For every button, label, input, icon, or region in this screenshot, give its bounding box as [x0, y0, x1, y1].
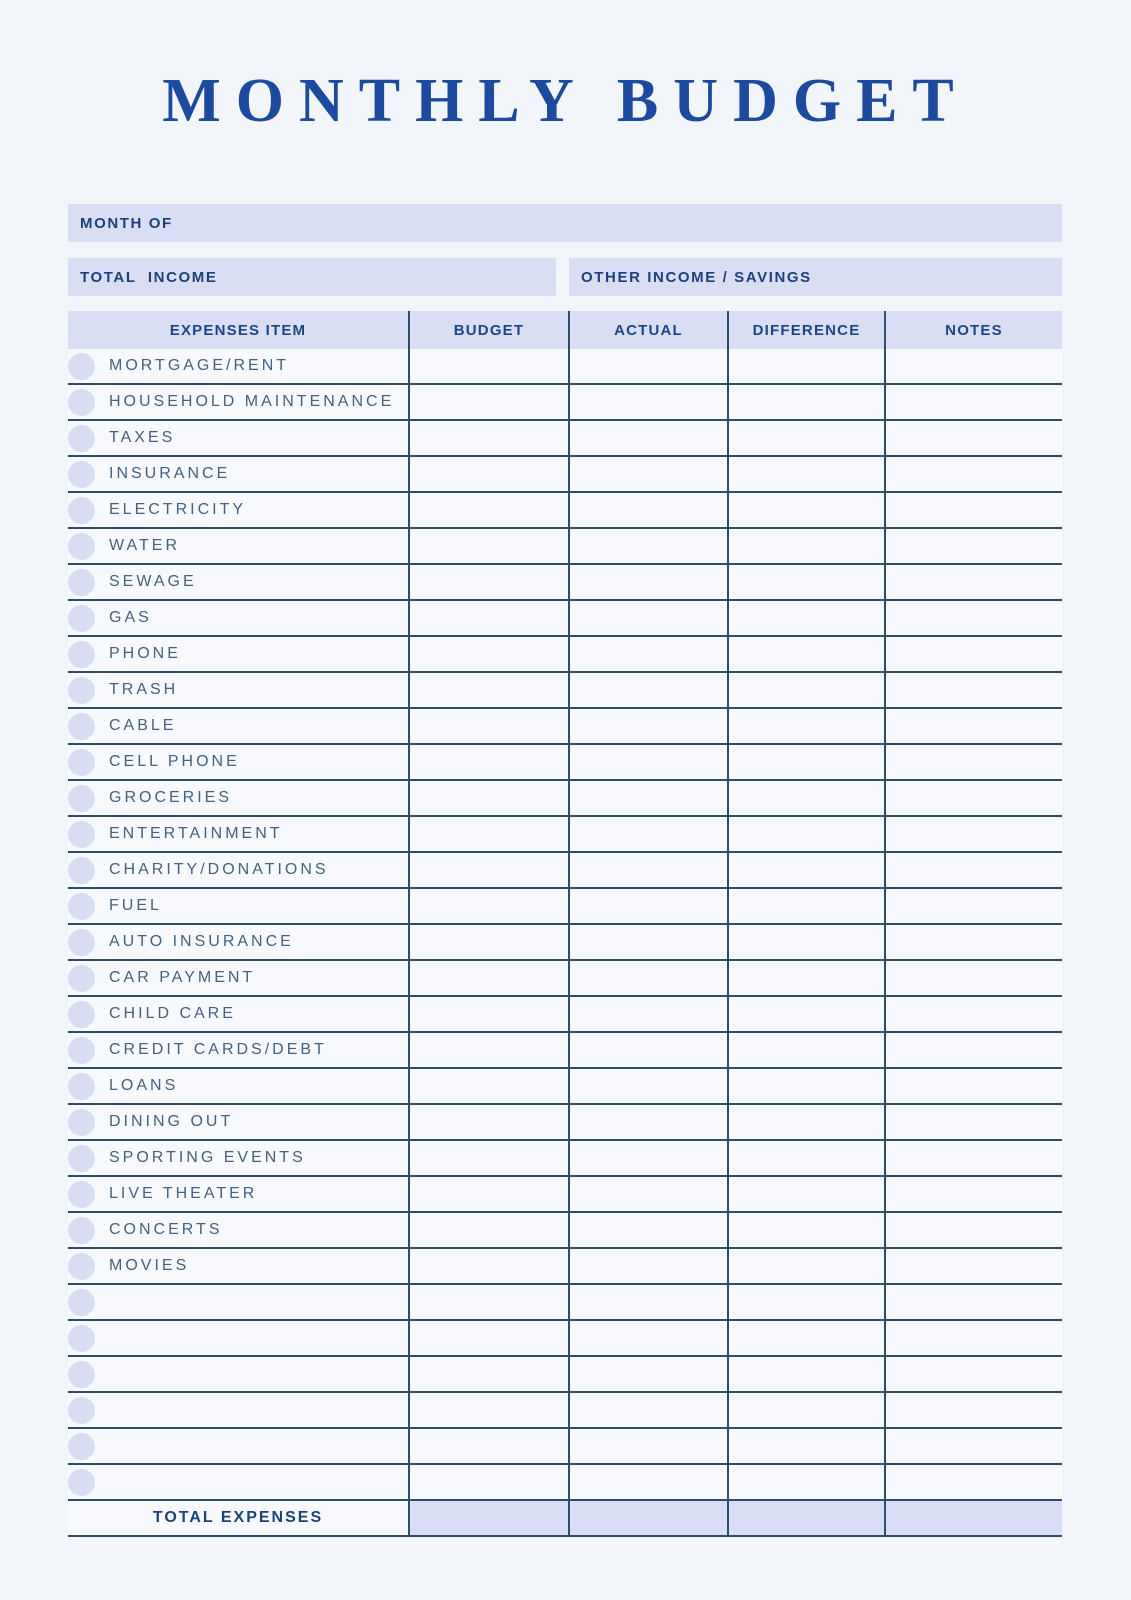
difference-cell[interactable]: [727, 565, 884, 599]
circle-bullet-icon: [68, 1181, 95, 1208]
table-row: [68, 853, 1062, 889]
notes-cell[interactable]: [884, 817, 1062, 851]
actual-cell[interactable]: [568, 1033, 727, 1067]
notes-cell[interactable]: [884, 637, 1062, 671]
actual-cell[interactable]: [568, 1177, 727, 1211]
actual-cell[interactable]: [568, 1465, 727, 1499]
table-row: [68, 745, 1062, 781]
table-row: [68, 421, 1062, 457]
circle-bullet-icon: [68, 1361, 95, 1388]
expense-item-cell: [68, 1141, 408, 1175]
actual-cell[interactable]: [568, 1141, 727, 1175]
actual-cell[interactable]: [568, 349, 727, 383]
actual-cell[interactable]: [568, 781, 727, 815]
budget-cell[interactable]: [408, 889, 568, 923]
difference-cell[interactable]: [727, 673, 884, 707]
table-row: [68, 925, 1062, 961]
total-actual-cell[interactable]: [568, 1501, 727, 1535]
circle-bullet-icon: [68, 1325, 95, 1352]
budget-cell[interactable]: [408, 493, 568, 527]
expense-item-cell: [68, 493, 408, 527]
actual-cell[interactable]: [568, 925, 727, 959]
expense-item-cell: [68, 457, 408, 491]
actual-cell[interactable]: [568, 493, 727, 527]
expense-item-cell: [68, 853, 408, 887]
difference-cell[interactable]: [727, 1249, 884, 1283]
difference-cell[interactable]: [727, 781, 884, 815]
actual-cell[interactable]: [568, 709, 727, 743]
notes-cell[interactable]: [884, 385, 1062, 419]
expense-item-cell: [68, 889, 408, 923]
budget-cell[interactable]: [408, 997, 568, 1031]
table-row: [68, 1141, 1062, 1177]
actual-cell[interactable]: [568, 565, 727, 599]
expense-item-cell: [68, 673, 408, 707]
difference-cell[interactable]: [727, 961, 884, 995]
table-row: [68, 1177, 1062, 1213]
total-expenses-label: TOTAL EXPENSES: [152, 1509, 324, 1526]
expense-item-cell: [68, 817, 408, 851]
other-income-savings-field[interactable]: [569, 258, 1062, 296]
budget-cell[interactable]: [408, 349, 568, 383]
table-row: [68, 1213, 1062, 1249]
table-row: [68, 529, 1062, 565]
difference-cell[interactable]: [727, 637, 884, 671]
circle-bullet-icon: [68, 1253, 95, 1280]
table-body: [68, 349, 1062, 1501]
budget-cell[interactable]: [408, 385, 568, 419]
notes-cell[interactable]: [884, 673, 1062, 707]
notes-cell[interactable]: [884, 745, 1062, 779]
expense-item-cell: [68, 709, 408, 743]
circle-bullet-icon: [68, 929, 95, 956]
difference-cell[interactable]: [727, 457, 884, 491]
circle-bullet-icon: [68, 1217, 95, 1244]
actual-cell[interactable]: [568, 1249, 727, 1283]
circle-bullet-icon: [68, 1001, 95, 1028]
difference-cell[interactable]: [727, 1321, 884, 1355]
difference-cell[interactable]: [727, 601, 884, 635]
table-row: [68, 565, 1062, 601]
difference-cell[interactable]: [727, 1393, 884, 1427]
table-row: [68, 637, 1062, 673]
table-row: [68, 889, 1062, 925]
expense-item-label: CHARITY/DONATIONS: [109, 861, 329, 878]
circle-bullet-icon: [68, 821, 95, 848]
budget-cell[interactable]: [408, 421, 568, 455]
expense-item-label: INSURANCE: [109, 465, 231, 482]
budget-cell[interactable]: [408, 1285, 568, 1319]
expense-item-cell: [68, 565, 408, 599]
budget-cell[interactable]: [408, 457, 568, 491]
budget-cell[interactable]: [408, 1465, 568, 1499]
expense-item-label: CAR PAYMENT: [109, 969, 256, 986]
expense-item-label: PHONE: [109, 645, 181, 662]
budget-cell[interactable]: [408, 1393, 568, 1427]
circle-bullet-icon: [68, 785, 95, 812]
budget-cell[interactable]: [408, 853, 568, 887]
expense-item-label: CHILD CARE: [109, 1005, 236, 1022]
expense-item-cell: [68, 997, 408, 1031]
notes-cell[interactable]: [884, 925, 1062, 959]
notes-cell[interactable]: [884, 1393, 1062, 1427]
table-row: [68, 1285, 1062, 1321]
notes-cell[interactable]: [884, 421, 1062, 455]
expense-item-cell: [68, 781, 408, 815]
circle-bullet-icon: [68, 1073, 95, 1100]
table-row: [68, 493, 1062, 529]
expense-item-cell: [68, 1429, 408, 1463]
notes-cell[interactable]: [884, 1357, 1062, 1391]
table-row: [68, 709, 1062, 745]
table-row: [68, 457, 1062, 493]
expense-item-label: MORTGAGE/RENT: [109, 357, 290, 374]
actual-cell[interactable]: [568, 457, 727, 491]
expense-item-cell: [68, 1177, 408, 1211]
table-row: [68, 1249, 1062, 1285]
expense-item-cell: [68, 1213, 408, 1247]
table-header-row: [68, 311, 1062, 349]
difference-cell[interactable]: [727, 745, 884, 779]
header-cell-budget: BUDGET: [408, 311, 568, 349]
expense-item-cell: [68, 385, 408, 419]
table-row: [68, 961, 1062, 997]
budget-cell[interactable]: [408, 1213, 568, 1247]
budget-cell[interactable]: [408, 1105, 568, 1139]
circle-bullet-icon: [68, 497, 95, 524]
total-expenses-label-cell: [68, 1501, 408, 1535]
expense-item-cell: [68, 529, 408, 563]
table-row: [68, 781, 1062, 817]
actual-cell[interactable]: [568, 637, 727, 671]
expense-item-cell: [68, 1285, 408, 1319]
actual-cell[interactable]: [568, 1069, 727, 1103]
table-row: [68, 349, 1062, 385]
expense-item-cell: [68, 1465, 408, 1499]
notes-cell[interactable]: [884, 1213, 1062, 1247]
table-row: [68, 673, 1062, 709]
actual-cell[interactable]: [568, 817, 727, 851]
table-row: [68, 1429, 1062, 1465]
expense-item-label: CONCERTS: [109, 1221, 223, 1238]
budget-cell[interactable]: [408, 1141, 568, 1175]
difference-cell[interactable]: [727, 421, 884, 455]
difference-cell[interactable]: [727, 349, 884, 383]
expense-item-cell: [68, 961, 408, 995]
expense-item-label: LOANS: [109, 1077, 179, 1094]
difference-cell[interactable]: [727, 1141, 884, 1175]
expense-item-label: SPORTING EVENTS: [109, 1149, 306, 1166]
notes-cell[interactable]: [884, 1141, 1062, 1175]
header-cell-expenses-item: EXPENSES ITEM: [169, 321, 307, 339]
page-content: [68, 204, 1062, 1537]
difference-cell[interactable]: [727, 1357, 884, 1391]
circle-bullet-icon: [68, 677, 95, 704]
expense-item-label: WATER: [109, 537, 180, 554]
expense-item-label: GROCERIES: [109, 789, 233, 806]
page-title: MONTHLY BUDGET: [162, 67, 969, 135]
expenses-table: [68, 311, 1062, 1537]
notes-cell[interactable]: [884, 1429, 1062, 1463]
circle-bullet-icon: [68, 533, 95, 560]
notes-cell[interactable]: [884, 997, 1062, 1031]
actual-cell[interactable]: [568, 421, 727, 455]
notes-cell[interactable]: [884, 349, 1062, 383]
circle-bullet-icon: [68, 461, 95, 488]
circle-bullet-icon: [68, 569, 95, 596]
circle-bullet-icon: [68, 389, 95, 416]
circle-bullet-icon: [68, 965, 95, 992]
difference-cell[interactable]: [727, 529, 884, 563]
expense-item-label: HOUSEHOLD MAINTENANCE: [109, 393, 395, 410]
expense-item-cell: [68, 745, 408, 779]
difference-cell[interactable]: [727, 1177, 884, 1211]
actual-cell[interactable]: [568, 997, 727, 1031]
other-income-savings-label: OTHER INCOME / SAVINGS: [581, 268, 812, 286]
notes-cell[interactable]: [884, 709, 1062, 743]
circle-bullet-icon: [68, 893, 95, 920]
budget-cell[interactable]: [408, 565, 568, 599]
expense-item-cell: [68, 925, 408, 959]
notes-cell[interactable]: [884, 601, 1062, 635]
actual-cell[interactable]: [568, 529, 727, 563]
actual-cell[interactable]: [568, 1393, 727, 1427]
actual-cell[interactable]: [568, 601, 727, 635]
expense-item-cell: [68, 421, 408, 455]
actual-cell[interactable]: [568, 673, 727, 707]
expense-item-cell: [68, 1105, 408, 1139]
table-row: [68, 817, 1062, 853]
table-row: [68, 1321, 1062, 1357]
expense-item-cell: [68, 349, 408, 383]
difference-cell[interactable]: [727, 1285, 884, 1319]
notes-cell[interactable]: [884, 565, 1062, 599]
difference-cell[interactable]: [727, 1105, 884, 1139]
circle-bullet-icon: [68, 1469, 95, 1496]
budget-cell[interactable]: [408, 745, 568, 779]
circle-bullet-icon: [68, 353, 95, 380]
budget-cell[interactable]: [408, 781, 568, 815]
expense-item-label: CABLE: [109, 717, 177, 734]
expense-item-cell: [68, 1393, 408, 1427]
difference-cell[interactable]: [727, 1429, 884, 1463]
budget-cell[interactable]: [408, 1069, 568, 1103]
difference-cell[interactable]: [727, 925, 884, 959]
month-of-label: MONTH OF: [80, 214, 173, 232]
budget-cell[interactable]: [408, 1429, 568, 1463]
notes-cell[interactable]: [884, 1249, 1062, 1283]
actual-cell[interactable]: [568, 1429, 727, 1463]
difference-cell[interactable]: [727, 1213, 884, 1247]
total-notes-cell[interactable]: [884, 1501, 1062, 1535]
actual-cell[interactable]: [568, 1285, 727, 1319]
table-row: [68, 1069, 1062, 1105]
expense-item-cell: [68, 637, 408, 671]
expense-item-label: SEWAGE: [109, 573, 197, 590]
total-budget-cell[interactable]: [408, 1501, 568, 1535]
circle-bullet-icon: [68, 1397, 95, 1424]
table-row: [68, 997, 1062, 1033]
expense-item-label: GAS: [109, 609, 152, 626]
table-row: [68, 385, 1062, 421]
expense-item-label: MOVIES: [109, 1257, 190, 1274]
circle-bullet-icon: [68, 605, 95, 632]
notes-cell[interactable]: [884, 1069, 1062, 1103]
difference-cell[interactable]: [727, 997, 884, 1031]
total-difference-cell[interactable]: [727, 1501, 884, 1535]
notes-cell[interactable]: [884, 529, 1062, 563]
difference-cell[interactable]: [727, 1033, 884, 1067]
actual-cell[interactable]: [568, 1357, 727, 1391]
difference-cell[interactable]: [727, 385, 884, 419]
notes-cell[interactable]: [884, 493, 1062, 527]
actual-cell[interactable]: [568, 385, 727, 419]
budget-cell[interactable]: [408, 709, 568, 743]
expense-item-label: CELL PHONE: [109, 753, 240, 770]
budget-cell[interactable]: [408, 529, 568, 563]
difference-cell[interactable]: [727, 1465, 884, 1499]
notes-cell[interactable]: [884, 457, 1062, 491]
table-row: [68, 1033, 1062, 1069]
actual-cell[interactable]: [568, 1321, 727, 1355]
circle-bullet-icon: [68, 749, 95, 776]
notes-cell[interactable]: [884, 961, 1062, 995]
notes-cell[interactable]: [884, 1033, 1062, 1067]
budget-cell[interactable]: [408, 637, 568, 671]
total-income-label: TOTAL INCOME: [80, 268, 218, 286]
expense-item-label: TAXES: [109, 429, 176, 446]
difference-cell[interactable]: [727, 493, 884, 527]
budget-cell[interactable]: [408, 925, 568, 959]
circle-bullet-icon: [68, 1289, 95, 1316]
table-row: [68, 601, 1062, 637]
difference-cell[interactable]: [727, 889, 884, 923]
budget-cell[interactable]: [408, 1357, 568, 1391]
budget-cell[interactable]: [408, 673, 568, 707]
actual-cell[interactable]: [568, 889, 727, 923]
actual-cell[interactable]: [568, 745, 727, 779]
notes-cell[interactable]: [884, 1465, 1062, 1499]
budget-cell[interactable]: [408, 601, 568, 635]
expense-item-label: TRASH: [109, 681, 179, 698]
difference-cell[interactable]: [727, 1069, 884, 1103]
table-row: [68, 1465, 1062, 1501]
expense-item-label: LIVE THEATER: [109, 1185, 258, 1202]
notes-cell[interactable]: [884, 1321, 1062, 1355]
expense-item-cell: [68, 1249, 408, 1283]
circle-bullet-icon: [68, 1037, 95, 1064]
expense-item-cell: [68, 1033, 408, 1067]
circle-bullet-icon: [68, 1433, 95, 1460]
total-expenses-row: [68, 1501, 1062, 1537]
difference-cell[interactable]: [727, 817, 884, 851]
circle-bullet-icon: [68, 713, 95, 740]
budget-cell[interactable]: [408, 961, 568, 995]
table-row: [68, 1393, 1062, 1429]
circle-bullet-icon: [68, 1145, 95, 1172]
notes-cell[interactable]: [884, 1285, 1062, 1319]
actual-cell[interactable]: [568, 1213, 727, 1247]
actual-cell[interactable]: [568, 1105, 727, 1139]
table-row: [68, 1357, 1062, 1393]
expense-item-label: ELECTRICITY: [109, 501, 247, 518]
difference-cell[interactable]: [727, 709, 884, 743]
header-cell-actual: ACTUAL: [568, 311, 727, 349]
budget-cell[interactable]: [408, 1321, 568, 1355]
income-row: [68, 258, 1062, 296]
budget-cell[interactable]: [408, 817, 568, 851]
expense-item-cell: [68, 1357, 408, 1391]
month-of-field[interactable]: [68, 204, 1062, 242]
expense-item-cell: [68, 1321, 408, 1355]
expense-item-cell: [68, 601, 408, 635]
expense-item-label: CREDIT CARDS/DEBT: [109, 1041, 327, 1058]
circle-bullet-icon: [68, 1109, 95, 1136]
expense-item-cell: [68, 1069, 408, 1103]
budget-cell[interactable]: [408, 1249, 568, 1283]
expense-item-label: AUTO INSURANCE: [109, 933, 294, 950]
income-bars-gap: [556, 258, 569, 296]
expense-item-label: DINING OUT: [109, 1113, 234, 1130]
notes-cell[interactable]: [884, 1105, 1062, 1139]
actual-cell[interactable]: [568, 853, 727, 887]
header-cell-difference: DIFFERENCE: [727, 311, 884, 349]
header-cell-notes: NOTES: [884, 311, 1062, 349]
expense-item-label: FUEL: [109, 897, 162, 914]
expense-item-label: ENTERTAINMENT: [109, 825, 283, 842]
actual-cell[interactable]: [568, 961, 727, 995]
notes-cell[interactable]: [884, 1177, 1062, 1211]
circle-bullet-icon: [68, 425, 95, 452]
circle-bullet-icon: [68, 641, 95, 668]
budget-cell[interactable]: [408, 1177, 568, 1211]
notes-cell[interactable]: [884, 781, 1062, 815]
circle-bullet-icon: [68, 857, 95, 884]
notes-cell[interactable]: [884, 853, 1062, 887]
table-row: [68, 1105, 1062, 1141]
total-income-field[interactable]: [68, 258, 556, 296]
notes-cell[interactable]: [884, 889, 1062, 923]
budget-cell[interactable]: [408, 1033, 568, 1067]
difference-cell[interactable]: [727, 853, 884, 887]
